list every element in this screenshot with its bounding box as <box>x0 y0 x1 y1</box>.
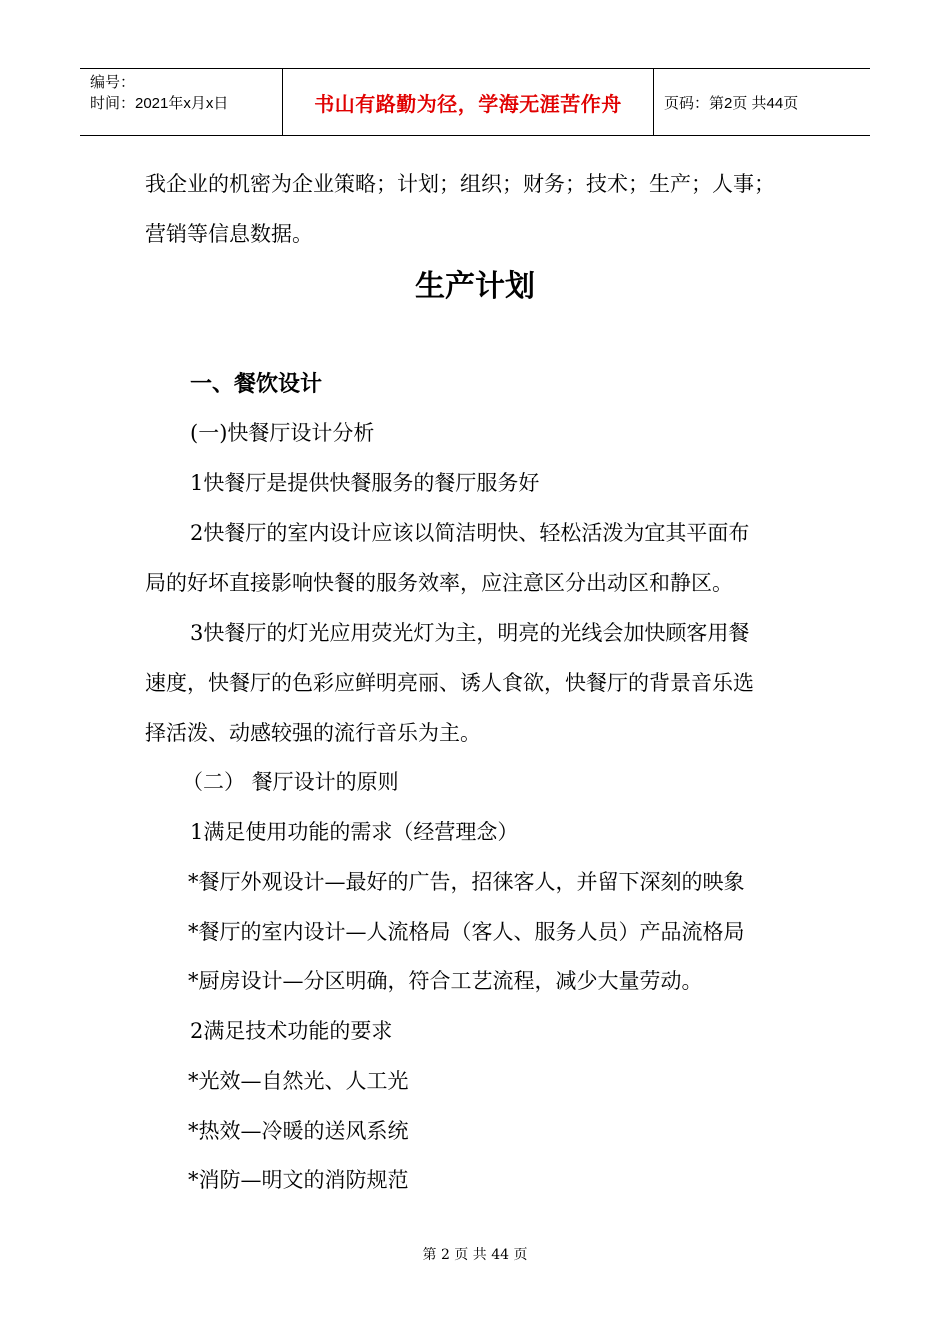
header-number-label: 编号： <box>90 74 136 91</box>
subsection-heading-1: (一)快餐厅设计分析 <box>190 421 375 445</box>
header-page-info: 页码：第2页 共44页 <box>664 94 799 112</box>
list-item-continuation: 局的好坏直接影响快餐的服务效率，应注意区分出动区和静区。 <box>145 571 733 595</box>
requirement-item: 2满足技术功能的要求 <box>190 1019 393 1043</box>
intro-line-1: 我企业的机密为企业策略；计划；组织；财务；技术；生产；人事； <box>145 172 775 196</box>
subsection-heading-2: （二） 餐厅设计的原则 <box>182 770 399 794</box>
page-footer: 第 2 页 共 44 页 <box>422 1247 528 1263</box>
bullet-item: *光效—自然光、人工光 <box>188 1069 409 1093</box>
bullet-item: *餐厅外观设计—最好的广告，招徕客人，并留下深刻的映象 <box>188 870 745 894</box>
bullet-item: *消防—明文的消防规范 <box>188 1168 409 1192</box>
page-header <box>80 68 870 136</box>
list-item-continuation: 择活泼、动感较强的流行音乐为主。 <box>145 721 481 745</box>
header-time-label: 时间：2021年x月x日 <box>90 95 229 112</box>
header-meta-cell <box>80 69 282 135</box>
list-item-continuation: 速度，快餐厅的色彩应鲜明亮丽、诱人食欲，快餐厅的背景音乐选 <box>145 671 754 695</box>
list-item: 3快餐厅的灯光应用荧光灯为主，明亮的光线会加快顾客用餐 <box>190 621 750 645</box>
bullet-item: *餐厅的室内设计—人流格局（客人、服务人员）产品流格局 <box>188 920 745 944</box>
page-title: 生产计划 <box>415 269 535 304</box>
list-item: 2快餐厅的室内设计应该以简洁明快、轻松活泼为宜其平面布 <box>190 521 750 545</box>
header-motto: 书山有路勤为径，学海无涯苦作舟 <box>282 69 654 135</box>
bullet-item: *厨房设计—分区明确，符合工艺流程，减少大量劳动。 <box>188 969 703 993</box>
section-heading: 一、餐饮设计 <box>190 372 323 397</box>
requirement-item: 1满足使用功能的需求（经营理念） <box>190 820 519 844</box>
intro-line-2: 营销等信息数据。 <box>145 222 313 246</box>
bullet-item: *热效—冷暖的送风系统 <box>188 1119 409 1143</box>
list-item: 1快餐厅是提供快餐服务的餐厅服务好 <box>190 471 540 495</box>
